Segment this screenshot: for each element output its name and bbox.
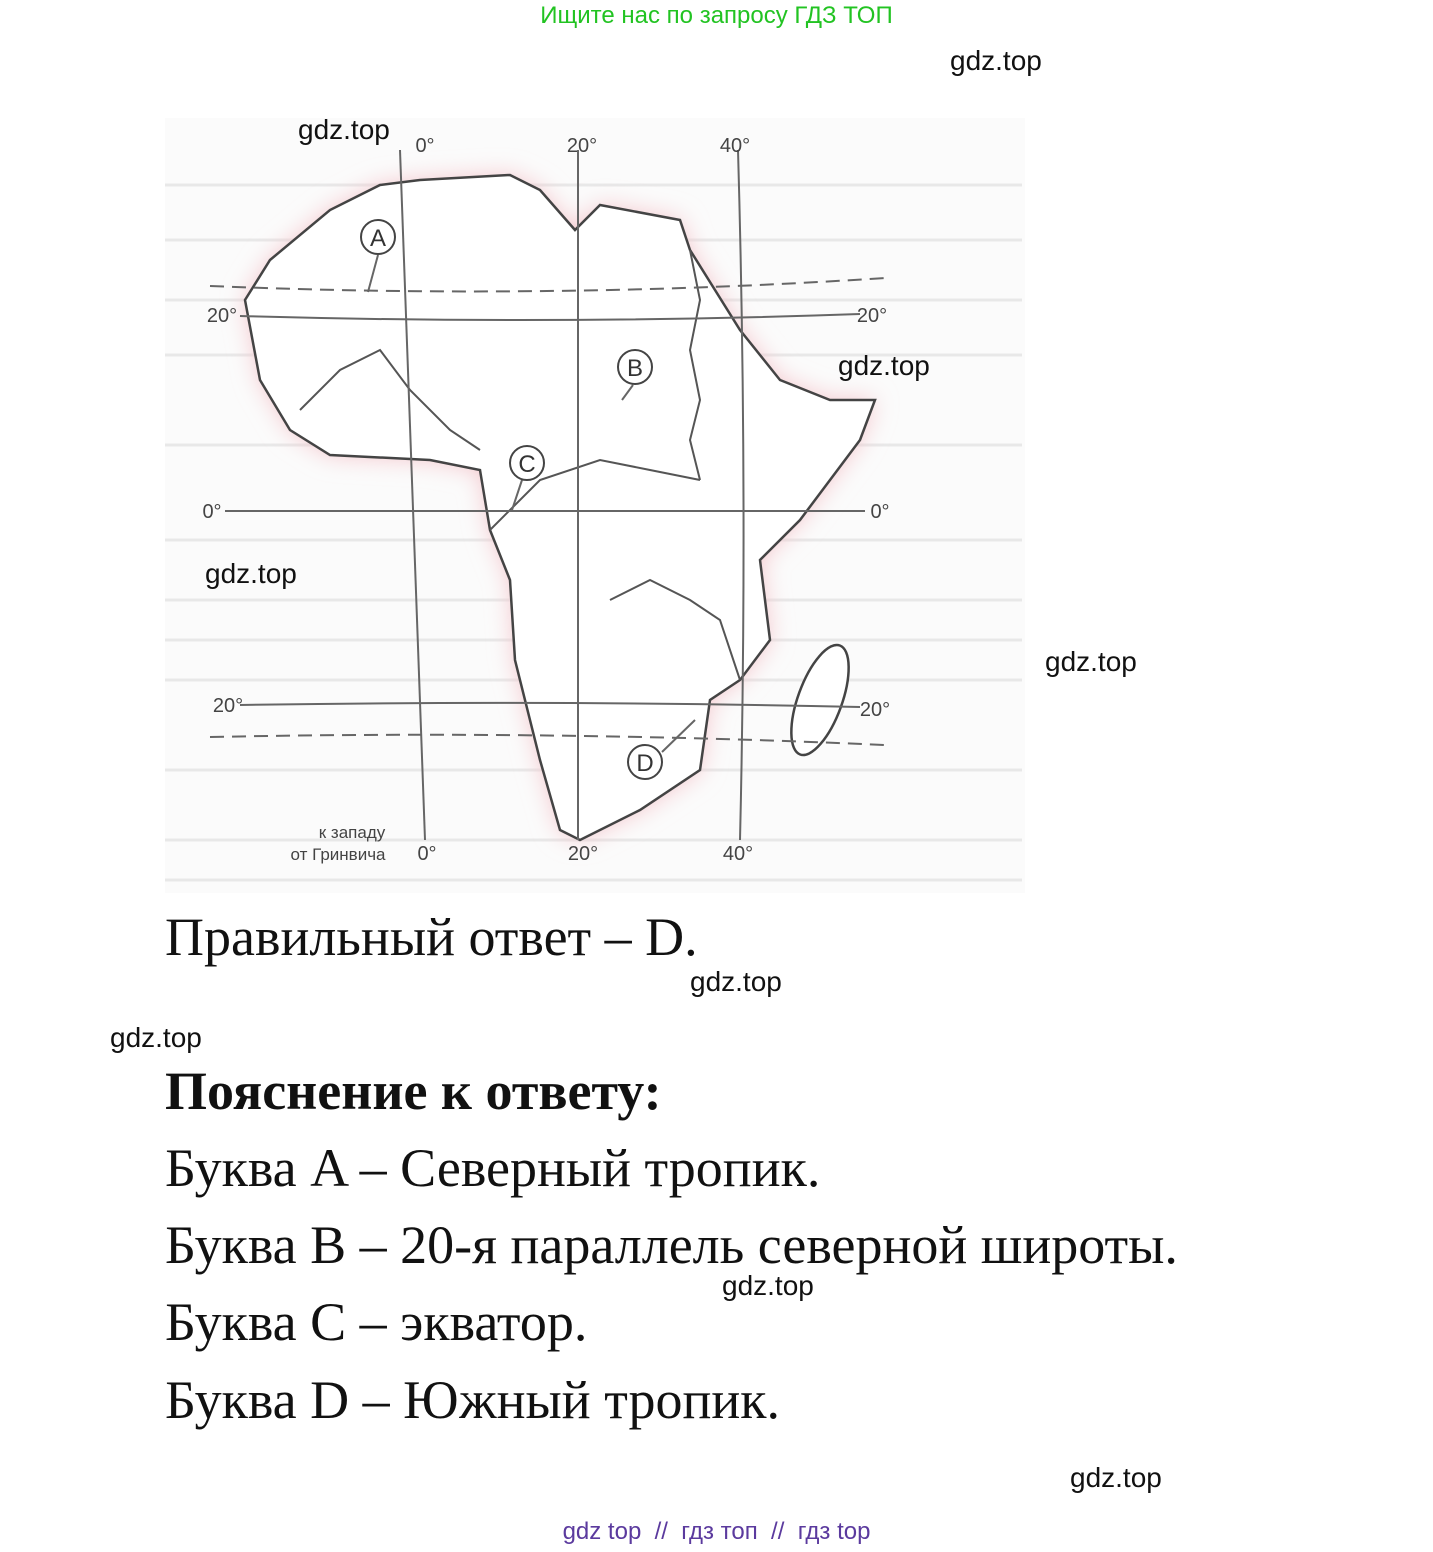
footer-links[interactable]: gdz top // гдз топ // гдз top bbox=[562, 1518, 871, 1545]
marker-b: B bbox=[626, 355, 644, 382]
explanation-heading: Пояснение к ответу: bbox=[165, 1061, 662, 1121]
watermark: gdz.top bbox=[1070, 1462, 1162, 1493]
label-equator-left: 0° bbox=[202, 501, 222, 523]
watermark: gdz.top bbox=[690, 966, 782, 997]
answer-text: Правильный ответ – D. bbox=[165, 907, 698, 967]
watermark: gdz.top bbox=[950, 45, 1042, 76]
explanation-line: Буква B – 20-я параллель северной широты. bbox=[165, 1215, 1178, 1275]
marker-c: C bbox=[518, 451, 536, 478]
west-note-1: к западу bbox=[318, 823, 386, 842]
africa-map bbox=[165, 118, 1025, 893]
watermark: gdz.top bbox=[298, 114, 390, 145]
label-equator-right: 0° bbox=[870, 501, 890, 523]
label-20n-right: 20° bbox=[856, 305, 888, 327]
label-meridian-40-bottom: 40° bbox=[722, 843, 754, 865]
label-meridian-20-top: 20° bbox=[566, 135, 598, 157]
label-20s-left: 20° bbox=[212, 695, 244, 717]
explanation-line: Буква A – Северный тропик. bbox=[165, 1138, 821, 1198]
label-meridian-20-bottom: 20° bbox=[567, 843, 599, 865]
explanation-line: Буква D – Южный тропик. bbox=[165, 1370, 780, 1430]
watermark: gdz.top bbox=[205, 558, 297, 589]
label-20s-right: 20° bbox=[859, 699, 891, 721]
search-banner: Ищите нас по запросу ГДЗ ТОП bbox=[540, 2, 893, 29]
watermark: gdz.top bbox=[110, 1022, 202, 1053]
label-20n-left: 20° bbox=[206, 305, 238, 327]
explanation-line: Буква C – экватор. bbox=[165, 1292, 588, 1352]
marker-a: A bbox=[369, 225, 387, 252]
label-meridian-0-bottom: 0° bbox=[417, 843, 437, 865]
marker-d: D bbox=[636, 750, 654, 777]
label-meridian-0-top: 0° bbox=[415, 135, 435, 157]
watermark: gdz.top bbox=[722, 1270, 814, 1301]
watermark: gdz.top bbox=[838, 350, 930, 381]
watermark: gdz.top bbox=[1045, 646, 1137, 677]
label-meridian-40-top: 40° bbox=[719, 135, 751, 157]
west-note-2: от Гринвича bbox=[290, 845, 386, 864]
